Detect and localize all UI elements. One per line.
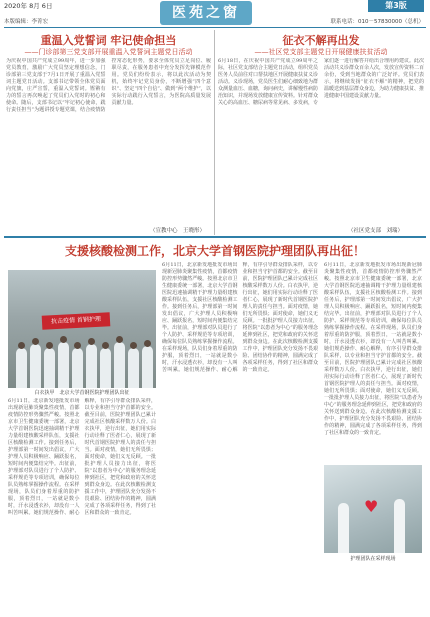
- nurse-figure: [100, 348, 111, 388]
- nurse-figure: [16, 348, 27, 388]
- head-shape: [88, 338, 95, 345]
- head-shape: [116, 336, 123, 343]
- nurse-figure: [86, 344, 97, 388]
- head-shape: [130, 342, 137, 349]
- sub-bar: [0, 14, 430, 26]
- photo-caption: 白衣执甲 北京大学首钢医院护理团队出征: [34, 390, 130, 396]
- section-rule: [4, 236, 426, 238]
- article1-subhead: ——门诊部第三党支部开展重温入党誓词主题党日活动: [24, 48, 193, 56]
- article1-source: （宣教中心 王晓彤）: [150, 228, 206, 234]
- nurse-figure: [128, 348, 139, 388]
- article1-body: 为庆祝中国共产党成立99周年，进一步加强党员教育，激励广大党员坚定理想信念，门诊部第三党支部于7月1日开展了重温入党誓词主题党日活动。支部书记带领全体党员面向党旗，庄严宣誓，重温入党誓词。铿锵有力的誓言再次唤起了党员们入党时的初心和使命。随后，支部书记以“牢记初心使命，践行责任担当”为题讲授专题党课，结合疫情防控常态化形势，要求全体党员立足岗位、履职尽责，在服务患者中充分发挥先锋模范作用。党员们纷纷表示，将以此次活动为契机，始终牢记党员身份，不断增强“四个意识”、坚定“四个自信”、做到“两个维护”，以实际行动践行入党誓言，为医院高质量发展贡献力量。: [6, 58, 211, 113]
- contact-hotline: 联系电话：010－57830000（总机）: [330, 19, 424, 25]
- article2-body: 6月18日，在庆祝中国共产党成立99周年之际，社区党支部结合主题党日活动，组织党员医务人员前往对口帮扶地区开展健康扶贫义诊活动。义诊现场，党员医生们耐心细致地为群众测量血压、血糖，询问病史，讲解慢性病防治知识，并现场发放健康宣传资料。针对群众关心的高血压、糖尿病等常见病、多发病，专家们逐一进行解答并给出合理用药建议。此次活动共义诊群众百余人次，发放宣传资料二百余份，受到当地群众的广泛好评。党员们表示，将继续发扬“征衣不解”的精神，把党的温暖送到基层群众身边，为助力健康扶贫、推进健康中国建设贡献力量。: [218, 58, 424, 106]
- nurse-figure: [58, 342, 69, 388]
- nurse-figure: [30, 344, 41, 388]
- head-shape: [74, 342, 81, 349]
- sampling-site-photo: [324, 465, 422, 553]
- article3-headline: 支援核酸检测工作，北京大学首钢医院护理团队再出征！: [64, 244, 365, 258]
- team-banner: 抗击疫情 首钢护理: [42, 312, 111, 330]
- head-shape: [18, 342, 25, 349]
- article1-headline: 重温入党誓词 牢记使命担当: [40, 34, 177, 47]
- article3-body-right: 6月11日，北京新发地批发市场出现新冠肺炎聚集性疫情，首都疫情防控形势骤然严峻。按照北京市卫生健康委统一部署，北京大学首钢医院迅速抽调精干护理力量组建核酸采样队伍，支援社区核酸检测工作。接到任务后，护理部第一时间发出倡议，广大护理人员积极响应、踊跃报名，短时间内便集结完毕。出征前，护理部对队员进行了个人防护、采样规范等专项培训，确保每位队员熟练掌握操作流程。在采样现场，队员们身着厚重的防护服，顶着烈日，一站就是数小时，汗水浸透衣衫，却没有一人叫苦叫累。她们规范操作、耐心解释，有序引导群众排队采样，以专业和担当守护首都的安全。截至目前，医院护理团队已累计完成社区核酸采样数万人份。白衣执甲，逆行出征，她们用实际行动诠释了医者仁心，展现了新时代首钢医院护理人的责任与担当。面对疫情，她们无所畏惧；面对使命，她们义无反顾。一批批护理人员接力出征，将医院“以患者为中心”的服务理念延伸到社区，把党和政府的关怀送到群众身边。在此次核酸检测支援工作中，护理团队充分发扬不畏艰险、团结协作的精神，圆满完成了各项采样任务，得到了社区和群众的一致肯定。: [324, 262, 422, 436]
- head-shape: [144, 340, 151, 347]
- nurse-figure: [44, 348, 55, 388]
- head-shape: [60, 336, 67, 343]
- article3-body-left: 6月11日，北京新发地批发市场出现新冠肺炎聚集性疫情，首都疫情防控形势骤然严峻。按照北京市卫生健康委统一部署，北京大学首钢医院迅速抽调精干护理力量组建核酸采样队伍，支援社区核酸检测工作。接到任务后，护理部第一时间发出倡议，广大护理人员积极响应、踊跃报名，短时间内便集结完毕。出征前，护理部对队员进行了个人防护、采样规范等专项培训，确保每位队员熟练掌握操作流程。在采样现场，队员们身着厚重的防护服，顶着烈日，一站就是数小时，汗水浸透衣衫，却没有一人叫苦叫累。她们规范操作、耐心解释，有序引导群众排队采样，以专业和担当守护首都的安全。截至目前，医院护理团队已累计完成社区核酸采样数万人份。白衣执甲，逆行出征，她们用实际行动诠释了医者仁心，展现了新时代首钢医院护理人的责任与担当。面对疫情，她们无所畏惧；面对使命，她们义无反顾。一批批护理人员接力出征，将医院“以患者为中心”的服务理念延伸到社区，把党和政府的关怀送到群众身边。在此次核酸检测支援工作中，护理团队充分发扬不畏艰险、团结协作的精神，圆满完成了各项采样任务，得到了社区和群众的一致肯定。: [8, 398, 156, 516]
- issue-date: 2020年 8月 6日: [4, 2, 53, 10]
- nurse-figure: [394, 499, 405, 553]
- article2-headline: 征衣不解再出发: [282, 34, 360, 47]
- nurse-figure: [72, 348, 83, 388]
- head-shape: [102, 342, 109, 349]
- nurse-figure: [142, 346, 153, 388]
- nurses-group-photo: [8, 270, 156, 388]
- heart-icon: ♥: [364, 497, 379, 516]
- photo2-caption: 护理团队在采样现场: [350, 556, 396, 562]
- head-shape: [46, 342, 53, 349]
- nurse-figure: [114, 342, 125, 388]
- edition-badge: 第3版: [368, 0, 424, 12]
- header-rule: [4, 27, 426, 28]
- article3-body-middle: 6月11日，北京新发地批发市场出现新冠肺炎聚集性疫情，首都疫情防控形势骤然严峻。按照北京市卫生健康委统一部署，北京大学首钢医院迅速抽调精干护理力量组建核酸采样队伍，支援社区核酸检测工作。接到任务后，护理部第一时间发出倡议，广大护理人员积极响应、踊跃报名，短时间内便集结完毕。出征前，护理部对队员进行了个人防护、采样规范等专项培训，确保每位队员熟练掌握操作流程。在采样现场，队员们身着厚重的防护服，顶着烈日，一站就是数小时，汗水浸透衣衫，却没有一人叫苦叫累。她们规范操作、耐心解释，有序引导群众排队采样，以专业和担当守护首都的安全。截至目前，医院护理团队已累计完成社区核酸采样数万人份。白衣执甲，逆行出征，她们用实际行动诠释了医者仁心，展现了新时代首钢医院护理人的责任与担当。面对疫情，她们无所畏惧；面对使命，她们义无反顾。一批批护理人员接力出征，将医院“以患者为中心”的服务理念延伸到社区，把党和政府的关怀送到群众身边。在此次核酸检测支援工作中，护理团队充分发扬不畏艰险、团结协作的精神，圆满完成了各项采样任务，得到了社区和群众的一致肯定。: [162, 262, 318, 373]
- editor-credit: 本版编辑：李菁宏: [4, 19, 49, 25]
- column-divider: [214, 30, 215, 235]
- head-shape: [32, 338, 39, 345]
- nurse-figure: [338, 503, 349, 553]
- article2-subhead: ——社区党支部主题党日开展健康扶贫活动: [254, 48, 388, 56]
- article2-source: （社区党支部 刘瑞）: [348, 228, 404, 234]
- masthead-title: 医苑之窗: [160, 1, 252, 25]
